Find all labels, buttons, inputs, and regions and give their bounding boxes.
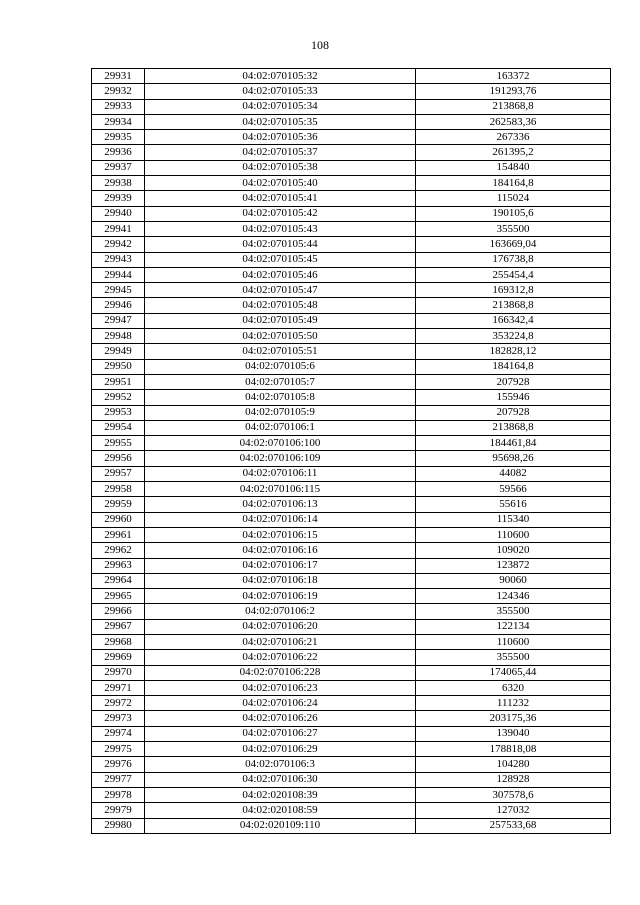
cadastral-value-cell: 55616 (416, 497, 611, 512)
row-number-cell: 29956 (92, 451, 145, 466)
table-row (92, 176, 611, 191)
table-row (92, 298, 611, 313)
cadastral-number-cell: 04:02:070106:14 (145, 512, 416, 527)
table-row (92, 237, 611, 252)
table-row (92, 451, 611, 466)
cadastral-value-cell: 124346 (416, 589, 611, 604)
table-row (92, 84, 611, 99)
cadastral-value-cell: 355500 (416, 604, 611, 619)
cadastral-value-table (91, 68, 611, 834)
table-row (92, 650, 611, 665)
row-number-cell: 29969 (92, 650, 145, 665)
page-number: 108 (311, 38, 329, 52)
cadastral-value-cell: 178818,08 (416, 742, 611, 757)
cadastral-value-cell: 122134 (416, 619, 611, 634)
table-row (92, 787, 611, 802)
cadastral-value-cell: 207928 (416, 374, 611, 389)
table-row (92, 558, 611, 573)
row-number-cell: 29939 (92, 191, 145, 206)
row-number-cell: 29940 (92, 206, 145, 221)
cadastral-value-cell: 174065,44 (416, 665, 611, 680)
cadastral-number-cell: 04:02:070106:30 (145, 772, 416, 787)
cadastral-number-cell: 04:02:070106:18 (145, 573, 416, 588)
cadastral-number-cell: 04:02:070106:100 (145, 436, 416, 451)
row-number-cell: 29968 (92, 634, 145, 649)
row-number-cell: 29970 (92, 665, 145, 680)
cadastral-number-cell: 04:02:070105:51 (145, 344, 416, 359)
cadastral-number-cell: 04:02:020108:59 (145, 803, 416, 818)
cadastral-number-cell: 04:02:070105:33 (145, 84, 416, 99)
row-number-cell: 29976 (92, 757, 145, 772)
table-row (92, 619, 611, 634)
table-row (92, 634, 611, 649)
cadastral-number-cell: 04:02:070105:40 (145, 176, 416, 191)
row-number-cell: 29931 (92, 69, 145, 84)
cadastral-value-cell: 59566 (416, 482, 611, 497)
cadastral-number-cell: 04:02:070106:17 (145, 558, 416, 573)
cadastral-number-cell: 04:02:070106:26 (145, 711, 416, 726)
table-row (92, 482, 611, 497)
row-number-cell: 29979 (92, 803, 145, 818)
table-row (92, 497, 611, 512)
cadastral-number-cell: 04:02:070106:27 (145, 726, 416, 741)
row-number-cell: 29947 (92, 313, 145, 328)
cadastral-value-cell: 191293,76 (416, 84, 611, 99)
table-row (92, 757, 611, 772)
table-row (92, 604, 611, 619)
cadastral-number-cell: 04:02:020108:39 (145, 787, 416, 802)
table-row (92, 543, 611, 558)
table-row (92, 696, 611, 711)
row-number-cell: 29967 (92, 619, 145, 634)
cadastral-value-cell: 307578,6 (416, 787, 611, 802)
cadastral-value-cell: 110600 (416, 634, 611, 649)
cadastral-number-cell: 04:02:070105:37 (145, 145, 416, 160)
cadastral-value-cell: 95698,26 (416, 451, 611, 466)
cadastral-number-cell: 04:02:020109:110 (145, 818, 416, 833)
table-row (92, 191, 611, 206)
cadastral-value-cell: 128928 (416, 772, 611, 787)
cadastral-value-cell: 213868,8 (416, 99, 611, 114)
cadastral-value-cell: 104280 (416, 757, 611, 772)
cadastral-value-cell: 261395,2 (416, 145, 611, 160)
cadastral-value-cell: 154840 (416, 160, 611, 175)
cadastral-number-cell: 04:02:070106:109 (145, 451, 416, 466)
table-row (92, 114, 611, 129)
row-number-cell: 29977 (92, 772, 145, 787)
table-row (92, 145, 611, 160)
cadastral-value-cell: 110600 (416, 527, 611, 542)
row-number-cell: 29944 (92, 267, 145, 282)
table-row (92, 436, 611, 451)
row-number-cell: 29951 (92, 374, 145, 389)
row-number-cell: 29960 (92, 512, 145, 527)
cadastral-number-cell: 04:02:070106:3 (145, 757, 416, 772)
row-number-cell: 29941 (92, 221, 145, 236)
row-number-cell: 29946 (92, 298, 145, 313)
cadastral-number-cell: 04:02:070105:41 (145, 191, 416, 206)
table-row (92, 589, 611, 604)
row-number-cell: 29971 (92, 680, 145, 695)
table-row (92, 772, 611, 787)
cadastral-number-cell: 04:02:070106:20 (145, 619, 416, 634)
table-row (92, 374, 611, 389)
cadastral-value-cell: 109020 (416, 543, 611, 558)
cadastral-number-cell: 04:02:070106:13 (145, 497, 416, 512)
row-number-cell: 29966 (92, 604, 145, 619)
cadastral-value-cell: 355500 (416, 650, 611, 665)
row-number-cell: 29950 (92, 359, 145, 374)
cadastral-value-cell: 163372 (416, 69, 611, 84)
cadastral-number-cell: 04:02:070105:9 (145, 405, 416, 420)
cadastral-value-cell: 176738,8 (416, 252, 611, 267)
table-row (92, 742, 611, 757)
table-row (92, 405, 611, 420)
row-number-cell: 29955 (92, 436, 145, 451)
cadastral-value-cell: 255454,4 (416, 267, 611, 282)
cadastral-value-cell: 213868,8 (416, 298, 611, 313)
row-number-cell: 29943 (92, 252, 145, 267)
cadastral-value-cell: 182828,12 (416, 344, 611, 359)
cadastral-number-cell: 04:02:070105:36 (145, 130, 416, 145)
table-row (92, 130, 611, 145)
row-number-cell: 29949 (92, 344, 145, 359)
row-number-cell: 29972 (92, 696, 145, 711)
cadastral-value-cell: 6320 (416, 680, 611, 695)
row-number-cell: 29953 (92, 405, 145, 420)
cadastral-number-cell: 04:02:070105:8 (145, 390, 416, 405)
row-number-cell: 29952 (92, 390, 145, 405)
cadastral-number-cell: 04:02:070105:43 (145, 221, 416, 236)
table-row (92, 160, 611, 175)
row-number-cell: 29964 (92, 573, 145, 588)
table-row (92, 466, 611, 481)
cadastral-value-cell: 166342,4 (416, 313, 611, 328)
cadastral-number-cell: 04:02:070106:16 (145, 543, 416, 558)
table-row (92, 329, 611, 344)
cadastral-number-cell: 04:02:070105:47 (145, 283, 416, 298)
row-number-cell: 29973 (92, 711, 145, 726)
row-number-cell: 29963 (92, 558, 145, 573)
row-number-cell: 29942 (92, 237, 145, 252)
cadastral-number-cell: 04:02:070106:22 (145, 650, 416, 665)
cadastral-value-cell: 169312,8 (416, 283, 611, 298)
cadastral-number-cell: 04:02:070106:1 (145, 420, 416, 435)
cadastral-number-cell: 04:02:070106:2 (145, 604, 416, 619)
cadastral-number-cell: 04:02:070105:7 (145, 374, 416, 389)
table-row (92, 344, 611, 359)
cadastral-value-cell: 139040 (416, 726, 611, 741)
cadastral-number-cell: 04:02:070105:50 (145, 329, 416, 344)
cadastral-value-cell: 115024 (416, 191, 611, 206)
cadastral-number-cell: 04:02:070105:46 (145, 267, 416, 282)
cadastral-number-cell: 04:02:070106:19 (145, 589, 416, 604)
cadastral-value-cell: 184164,8 (416, 176, 611, 191)
cadastral-number-cell: 04:02:070106:11 (145, 466, 416, 481)
row-number-cell: 29934 (92, 114, 145, 129)
row-number-cell: 29961 (92, 527, 145, 542)
row-number-cell: 29958 (92, 482, 145, 497)
cadastral-value-cell: 44082 (416, 466, 611, 481)
row-number-cell: 29936 (92, 145, 145, 160)
row-number-cell: 29975 (92, 742, 145, 757)
row-number-cell: 29954 (92, 420, 145, 435)
cadastral-number-cell: 04:02:070106:15 (145, 527, 416, 542)
cadastral-value-cell: 111232 (416, 696, 611, 711)
row-number-cell: 29978 (92, 787, 145, 802)
cadastral-value-cell: 90060 (416, 573, 611, 588)
cadastral-number-cell: 04:02:070106:21 (145, 634, 416, 649)
cadastral-number-cell: 04:02:070105:6 (145, 359, 416, 374)
cadastral-value-cell: 353224,8 (416, 329, 611, 344)
table-row (92, 221, 611, 236)
cadastral-value-cell: 155946 (416, 390, 611, 405)
cadastral-number-cell: 04:02:070105:45 (145, 252, 416, 267)
table-row (92, 252, 611, 267)
cadastral-value-cell: 123872 (416, 558, 611, 573)
cadastral-value-cell: 190105,6 (416, 206, 611, 221)
cadastral-number-cell: 04:02:070106:228 (145, 665, 416, 680)
cadastral-number-cell: 04:02:070105:49 (145, 313, 416, 328)
row-number-cell: 29932 (92, 84, 145, 99)
row-number-cell: 29937 (92, 160, 145, 175)
table-row (92, 267, 611, 282)
cadastral-value-cell: 184164,8 (416, 359, 611, 374)
cadastral-value-cell: 184461,84 (416, 436, 611, 451)
row-number-cell: 29959 (92, 497, 145, 512)
cadastral-value-cell: 213868,8 (416, 420, 611, 435)
cadastral-value-cell: 267336 (416, 130, 611, 145)
cadastral-number-cell: 04:02:070105:44 (145, 237, 416, 252)
cadastral-value-cell: 163669,04 (416, 237, 611, 252)
row-number-cell: 29965 (92, 589, 145, 604)
cadastral-number-cell: 04:02:070105:34 (145, 99, 416, 114)
table-body (92, 69, 611, 834)
cadastral-number-cell: 04:02:070105:32 (145, 69, 416, 84)
cadastral-number-cell: 04:02:070105:48 (145, 298, 416, 313)
row-number-cell: 29980 (92, 818, 145, 833)
table-row (92, 665, 611, 680)
table-row (92, 390, 611, 405)
cadastral-value-cell: 127032 (416, 803, 611, 818)
cadastral-value-cell: 355500 (416, 221, 611, 236)
table-row (92, 711, 611, 726)
table-row (92, 313, 611, 328)
table-row (92, 527, 611, 542)
row-number-cell: 29935 (92, 130, 145, 145)
table-row (92, 726, 611, 741)
cadastral-number-cell: 04:02:070105:35 (145, 114, 416, 129)
row-number-cell: 29974 (92, 726, 145, 741)
cadastral-number-cell: 04:02:070106:23 (145, 680, 416, 695)
row-number-cell: 29945 (92, 283, 145, 298)
cadastral-number-cell: 04:02:070106:29 (145, 742, 416, 757)
table-row (92, 573, 611, 588)
cadastral-value-cell: 207928 (416, 405, 611, 420)
cadastral-number-cell: 04:02:070106:115 (145, 482, 416, 497)
table-row (92, 818, 611, 833)
cadastral-value-cell: 257533,68 (416, 818, 611, 833)
cadastral-value-cell: 262583,36 (416, 114, 611, 129)
cadastral-number-cell: 04:02:070106:24 (145, 696, 416, 711)
cadastral-number-cell: 04:02:070105:42 (145, 206, 416, 221)
row-number-cell: 29933 (92, 99, 145, 114)
cadastral-value-cell: 203175,36 (416, 711, 611, 726)
table-row (92, 359, 611, 374)
table-row (92, 69, 611, 84)
row-number-cell: 29957 (92, 466, 145, 481)
table-row (92, 283, 611, 298)
cadastral-value-cell: 115340 (416, 512, 611, 527)
table-row (92, 512, 611, 527)
row-number-cell: 29948 (92, 329, 145, 344)
row-number-cell: 29962 (92, 543, 145, 558)
table-row (92, 420, 611, 435)
table-row (92, 680, 611, 695)
table-row (92, 803, 611, 818)
table-row (92, 99, 611, 114)
row-number-cell: 29938 (92, 176, 145, 191)
cadastral-number-cell: 04:02:070105:38 (145, 160, 416, 175)
table-row (92, 206, 611, 221)
